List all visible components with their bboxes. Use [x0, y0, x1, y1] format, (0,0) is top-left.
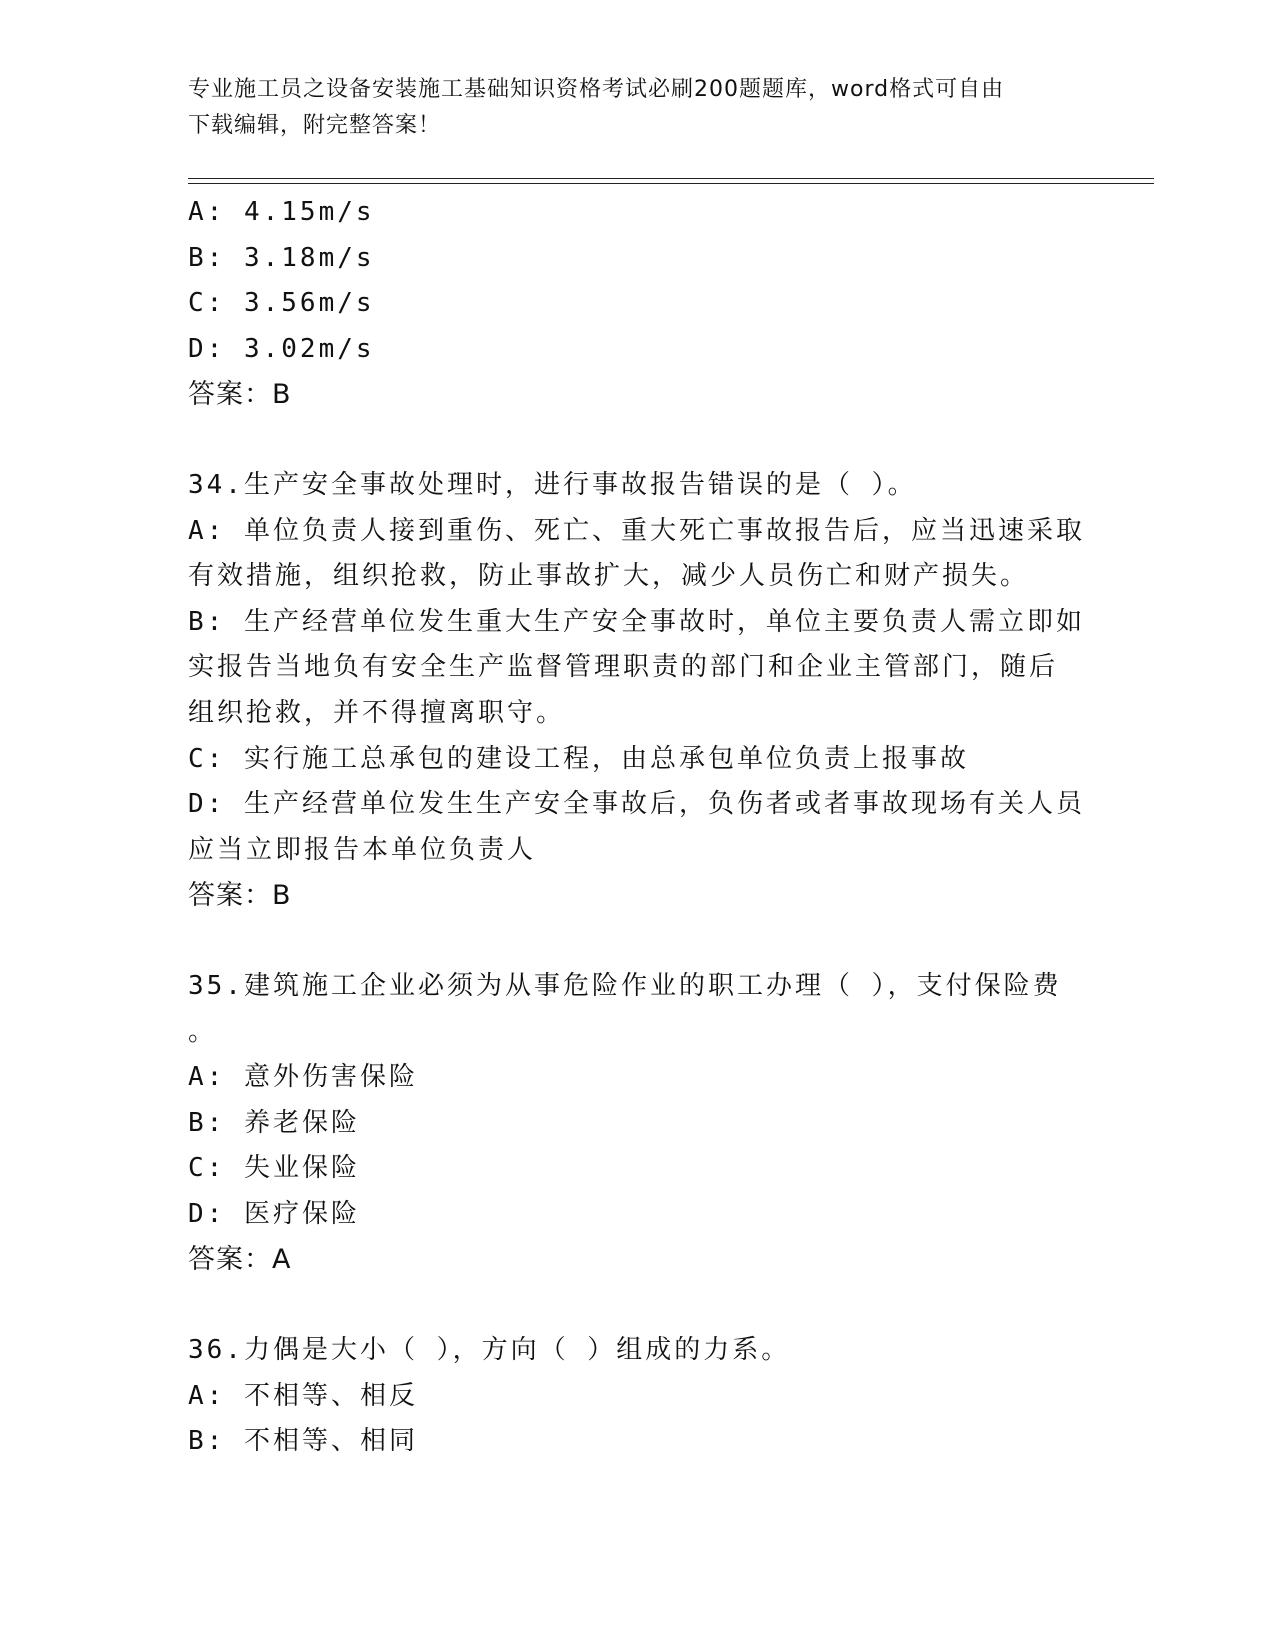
option-d: D: 医疗保险 [188, 1198, 360, 1229]
question-stem-continued: 。 [188, 1016, 218, 1047]
header-title-line-1: 专业施工员之设备安装施工基础知识资格考试必刷200题题库，word格式可自由 [188, 77, 1005, 102]
document-header [188, 72, 1068, 144]
option-c: C: 实行施工总承包的建设工程，由总承包单位负责上报事故 [188, 743, 969, 774]
answer: 答案：B [188, 880, 292, 912]
question-33 [188, 190, 1088, 418]
spacer [188, 919, 1088, 964]
option-a-continued: 有效措施，组织抢救，防止事故扩大，减少人员伤亡和财产损失。 [188, 561, 1030, 592]
option-b: B: 不相等、相同 [188, 1426, 418, 1457]
question-list [188, 190, 1088, 1465]
answer: 答案：A [188, 1244, 292, 1276]
option-a: A: 不相等、相反 [188, 1380, 418, 1411]
option-d: D: 3.02m/s [188, 333, 375, 364]
option-d-continued: 应当立即报告本单位负责人 [188, 834, 537, 865]
option-c: C: 失业保险 [188, 1153, 360, 1184]
option-b: B: 养老保险 [188, 1107, 360, 1138]
header-divider [188, 178, 1154, 184]
question-35 [188, 964, 1088, 1283]
question-stem: 35.建筑施工企业必须为从事危险作业的职工办理（ ），支付保险费 [188, 970, 1062, 1001]
question-36 [188, 1328, 1088, 1465]
answer: 答案：B [188, 379, 292, 411]
header-title-line-2: 下载编辑，附完整答案！ [188, 113, 442, 138]
option-d: D: 生产经营单位发生生产安全事故后，负伤者或者事故现场有关人员 [188, 789, 1085, 820]
option-a: A: 4.15m/s [188, 197, 375, 227]
spacer [188, 1283, 1088, 1328]
option-b: B: 3.18m/s [188, 242, 375, 273]
option-a: A: 单位负责人接到重伤、死亡、重大死亡事故报告后，应当迅速采取 [188, 515, 1085, 546]
question-34 [188, 463, 1088, 919]
option-b: B: 生产经营单位发生重大生产安全事故时，单位主要负责人需立即如 [188, 606, 1085, 637]
option-a: A: 意外伤害保险 [188, 1062, 418, 1093]
question-stem: 34.生产安全事故处理时，进行事故报告错误的是（ ）。 [188, 469, 917, 500]
question-stem: 36.力偶是大小（ ），方向（ ）组成的力系。 [188, 1335, 791, 1366]
option-b-continued: 实报告当地负有安全生产监督管理职责的部门和企业主管部门，随后 [188, 652, 1059, 683]
option-c: C: 3.56m/s [188, 288, 375, 319]
spacer [188, 418, 1088, 463]
option-b-continued: 组织抢救，并不得擅离职守。 [188, 697, 566, 728]
